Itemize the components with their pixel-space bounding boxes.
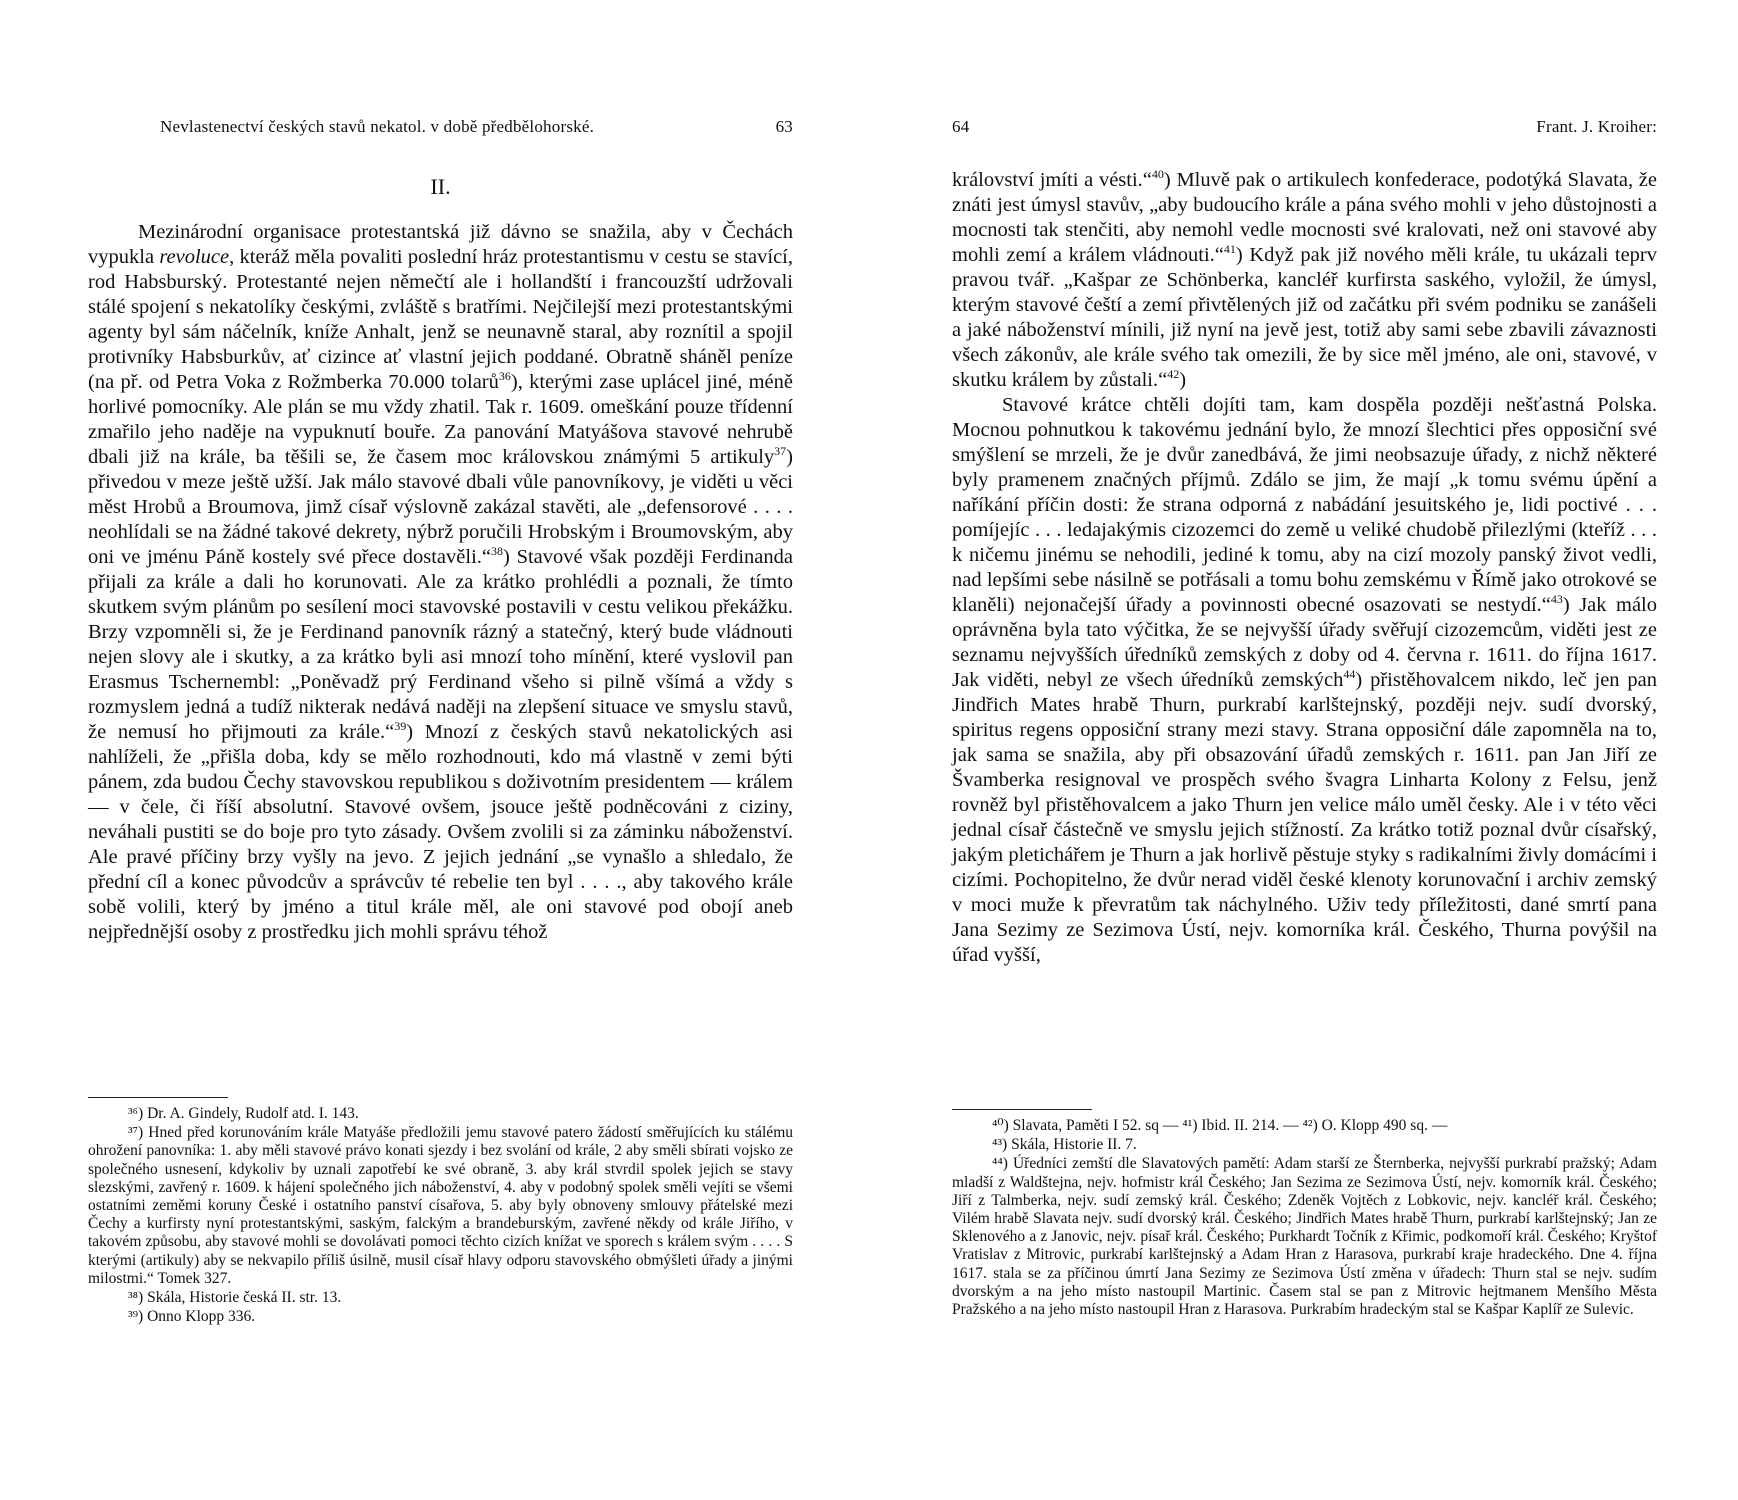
footnotes-left: [88, 1105, 793, 1327]
footnote-ref[interactable]: 43: [1550, 592, 1563, 607]
footnote: ⁴⁰) Slavata, Paměti I 52. sq — ⁴¹) Ibid. II. 214. — ⁴²) O. Klopp 490 sq. —: [992, 1117, 1448, 1134]
footnote-ref[interactable]: 38: [491, 544, 503, 559]
page-number: 64: [952, 117, 970, 136]
emphasis-term: revoluce: [159, 246, 230, 268]
footnote: ³⁷) Hned před korunováním krále Matyáše předložili jemu stavové patero žádostí směřujících ku stálému ohrožení panovníka: 1. aby měli stavové právo konati sjezdy i bez svolání od krále, 2 aby směli sbírati vojsko ze společného usnesení, kdykoliv by uznali zapotřebí ke své obraně, 3. aby král stvrdil spolek jejich se stavy slezskými, zavřený r. 1609. k hájení společného jich náboženství, 4. aby v podobný spolek směli vejíti se všemi ostatními zeměmi koruny České i ostatního panství císařova, 5. aby byly obnoveny smlouvy přátelské mezi Čechy a kurfirsty nyní protestantskými, saským, falckým a brandeburským, zavřené někdy od krále Jiřího, v takovém způsobu, aby stavové mohli se dovolávati pomoci těchto cizích knížat ve sporech s králem svým . . . . S kterými (artikuly) aby se nekvapilo příliš úsilně, musil císař hlavy odporu stavovského obmýšleti úřady a jinými milostmi.“ Tomek 327.: [88, 1124, 793, 1287]
paragraph: království jmíti a vésti.“$^{40}$) Mluvě pak o artikulech konfederace, podotýká Slavata, že znáti jest úmysl stavův, „aby budoucího krále a pána svého mohli v jeho důstojnosti a mocnosti tak stenčiti, aby nemohl vedle mocnosti své kralovati, než oni stavové aby mohli zemí a králem vládnouti.“$^{41}$) Když pak již nového měli krále, tu ukázali teprv pravou tvář. „Kašpar ze Schönberka, kancléř kurfirsta saského, vyložil, že úmysl, kterým stavové čeští a zemí přivtělených již od začátku při svém podniku se zanášeli a jaké náboženství mínili, již nyní na jevě jest, totiž aby sami sebe zbavili závaznosti všech zákonův, ale krále svého tak omezili, že by sice měl jméno, ale oni, stavové, v skutku králem by zůstali.“$^{42}$): [952, 167, 1657, 391]
footnote-ref[interactable]: 40: [1151, 167, 1164, 182]
footnote-divider: [88, 1097, 228, 1098]
footnotes-right: [952, 1117, 1657, 1320]
footnote-ref[interactable]: 37: [774, 444, 787, 459]
running-head-title: Nevlastenectví českých stavů nekatol. v době předbělohorské.: [160, 117, 595, 136]
footnote: ³⁸) Skála, Historie česká II. str. 13.: [128, 1289, 342, 1307]
footnote-divider: [952, 1109, 1092, 1110]
footnote-ref[interactable]: 41: [1223, 242, 1236, 257]
footnote-ref[interactable]: 44: [1343, 667, 1356, 682]
footnote: ⁴⁴) Úředníci zemští dle Slavatových pamětí: Adam starší ze Šternberka, nejvyšší purkrabí pražský; Adam mladší z Waldštejna, nejv. hofmistr král Českého; Jan Sezima ze Sezimova Ústí, nejv. komorník král. Českého; Jiří z Talmberka, nejv. sudí zemský král. Českého; Zdeněk Vojtěch z Lobkovic, nejv. kancléř král. Českého; Vilém hrabě Slavata nejv. sudí dvorský král. Českého; Jindřich Mates hrabě Thurn, purkrabí karlštejnský; Jan ze Sklenového a z Janovic, nejv. písař král. Českého; Purkhardt Točník z Křimic, podkomoří král. Českého; Kryštof Vratislav z Mitrovic, purkrabí karlštejnský a Adam Hran z Harasova, purkrabí kraje hradeckého. Dne 4. října 1617. stala se za příčinou úmrtí Jana Sezimy ze Sezimova Ústí změna v úřadech: Thurn stal se nejv. sudím dvorským a na jeho místo nastoupil Martinic. Časem stal se pan z Mitrovic hejtmanem Menšího Města Pražského a na jeho místo nastoupil Hran z Harasova. Purkrabím hradeckým stal se Kašpar Kaplíř ze Sulevic.: [952, 1155, 1657, 1319]
footnote-ref[interactable]: 39: [394, 719, 407, 734]
running-head-title: Frant. J. Kroiher:: [1536, 117, 1657, 136]
paragraph: Mezinárodní organisace protestantská již dávno se snažila, aby v Čechách vypukla revoluce, kteráž měla povaliti poslední hráz protestantismu v cestu se stavící, rod Habsburský. Protestanté nejen němečtí ale i hollandští i francouzští udržovali stálé spojení s nekatolíky českými, zvláště s bratřími. Nejčilejší mezi protestantskými agenty byl sám náčelník, kníže Anhalt, jenž se neunavně staral, aby roznítil a spojil protivníky Habsburkův, ať cizince ať vlastní jejich poddané. Obratně sháněl peníze (na př. od Petra Voka z Rožmberka 70.000 tolarů$^{36}$), kterými zase uplácel jiné, méně horlivé pomocníky. Ale plán se mu vždy zhatil. Tak r. 1609. omeškání pouze třídenní zmařilo jeho naděje na vypuknutí bouře. Za panování Matyášova stavové nehrubě dbali již na krále, ba těšili se, že časem moc královskou známými 5 artikuly$^{37}$) přivedou v meze ještě užší. Jak málo stavové dbali vůle panovníkovy, je viděti u věci měst Hrobů a Broumova, jimž císař výslovně zakázal stavěti, ale „defensorové . . . . neohlídali se na žádné takové dekrety, nýbrž poručili Hrobským i Broumovským, aby oni ve jménu Páně kostely své přece dostavěli.“$^{38}$) Stavové však později Ferdinanda přijali za krále a dali ho korunovati. Ale za krátko prohlédli a poznali, že tímto skutkem svým plánům po sesílení moci stavovské postavili v cestu velikou překážku. Brzy vzpomněli si, že je Ferdinand panovník rázný a statečný, který bude vládnouti nejen slovy ale i skutky, a za krátko byli asi mnozí toho mínění, které vyslovil pan Erasmus Tschernembl: „Poněvadž prý Ferdinand všeho si pilně všímá a vždy s rozmyslem jedná a tudíž nikterak nedává naději na zlepšení situace ve smyslu stavů, že nemusí ho přijmouti za krále.“$^{39}$) Mnozí z českých stavů nekatolických asi nahlíželi, že „přišla doba, kdy se mělo rozhodnouti, kdo má vlastně v zemi býti pánem, zda budou Čechy stavovskou republikou s doživotním presidentem — králem — v čele, či říší absolutní. Stavové ovšem, jsouce ještě podněcováni z ciziny, neváhali pustiti se do boje pro tyto zásady. Ovšem zvolili si za záminku náboženství. Ale pravé příčiny brzy vyšly na jevo. Z jejich jednání „se vynašlo a shledalo, že přední cíl a konec původcův a správcův té rebelie ten byl . . . ., aby takového krále sobě volili, který by jméno a titul krále měl, ale oni stavové pod obojí aneb nejpřednější osoby z prostředku jich mohli správu téhož: [88, 221, 793, 943]
paragraph: Stavové krátce chtěli dojíti tam, kam dospěla později nešťastná Polska. Mocnou pohnutkou k takovému jednání bylo, že mnozí šlechtici přes opposiční své smýšlení se mrzeli, že je dvůr zanedbává, že jimi neobsazuje úřady, z nichž některé byly pramenem značných příjmů. Zdálo se jim, že mají „k tomu svému úpění a naříkání příčin dosti: že strana odporná z nabádání jesuitského je, lidi poctivé . . . pomíjejíc . . . ledajakýmis cizozemci do země u veliké chudobě přilezlými (kteříž . . . k ničemu jinému se nehodili, jediné k tomu, aby na cizí mozoly panský život vedli, nad lepšími sebe násilně se potřásali a tomu bohu zemskému v Římě jako otrokové se klaněli) nejonačejší úřady a povinnosti obecné osazovati se nestydí.“$^{43}$) Jak málo oprávněna byla tato výčitka, že se nejvyšší úřady svěřují cizozemcům, viděti jest ze seznamu nejvyšších úředníků zemských z doby od 4. června r. 1611. do října 1617. Jak viděti, nebyl ze všech úředníků zemských$^{44}$) přistěhovalcem nikdo, leč jen pan Jindřich Mates hrabě Thurn, purkrabí karlštejnský, později nejv. sudí dvorský, spiritus regens opposiční strany mezi stavy. Strana opposiční dále zapomněla na to, jak sama se snažila, aby při obsazování úřadů zemských r. 1611. pan Jan Jiří ze Švamberka resignoval ve prospěch svého švagra Linharta Kolony z Felsu, jenž rovněž byl přistěhovalcem a jako Thurn jen velice málo uměl česky. Ale i v této věci jednal císař částečně ve smyslu jejich stížností. Za krátko totiž poznal dvůr císařský, jakým pletichářem je Thurn a jak horlivě pěstuje styky s radikalními živly domácími i cizími. Pochopitelno, že dvůr nerad viděl české klenoty korunovační i archiv zemský v moci muže k převratům tak náchylného. Uživ tedy příležitosti, dané smrtí pana Jana Sezimy ze Sezimova Ústí, nejv. komorníka král. Českého, Thurna povýšil na úřad vyšší,: [952, 394, 1657, 966]
left-page: [88, 0, 793, 1500]
footnote-ref[interactable]: 42: [1167, 367, 1180, 382]
right-page: [952, 0, 1657, 1500]
running-head-left: [88, 117, 793, 141]
page-number: 63: [775, 117, 793, 136]
footnote: ³⁶) Dr. A. Gindely, Rudolf atd. I. 143.: [128, 1105, 359, 1122]
body-text-right: [952, 168, 1657, 968]
body-text-left: [88, 220, 793, 945]
footnote-ref[interactable]: 36: [498, 369, 511, 384]
section-heading: II.: [430, 174, 451, 199]
footnote: ³⁹) Onno Klopp 336.: [128, 1308, 256, 1326]
running-head-right: [952, 117, 1657, 141]
footnote: ⁴³) Skála, Historie II. 7.: [992, 1136, 1137, 1154]
